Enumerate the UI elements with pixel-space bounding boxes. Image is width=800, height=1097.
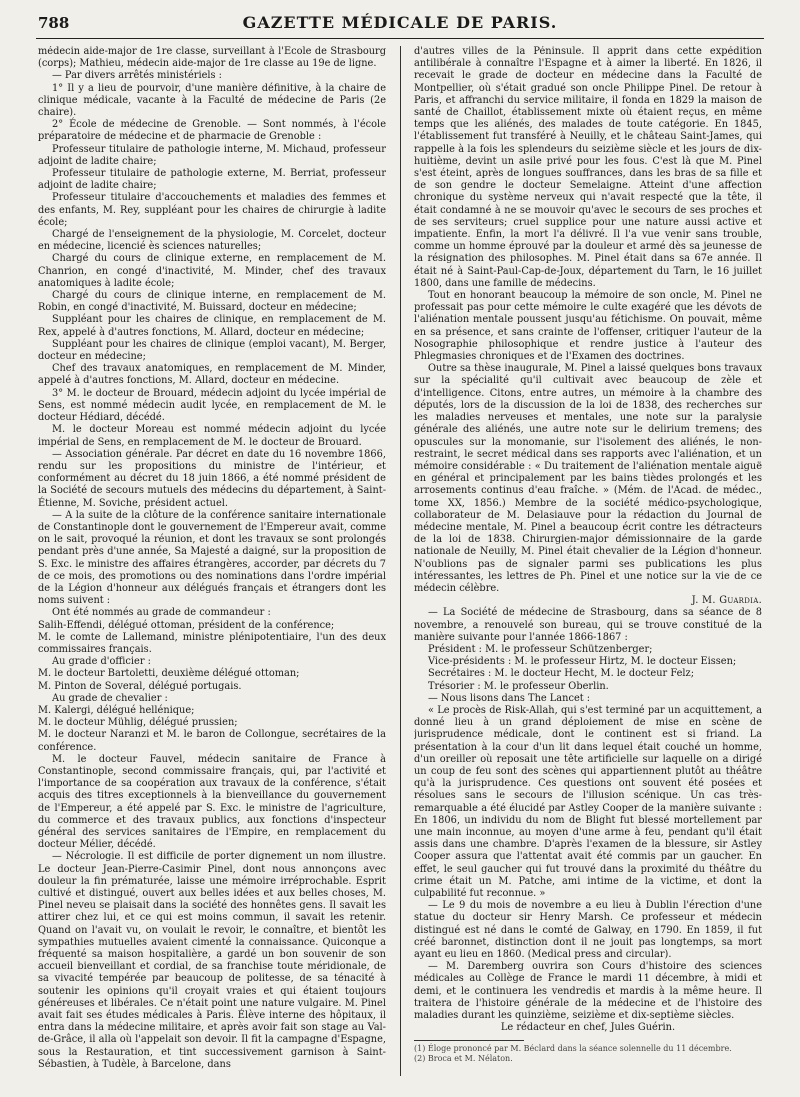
paragraph: Tout en honorant beaucoup la mémoire de son oncle, M. Pinel ne professait pas pour cette mémoire le culte exagéré que les dévots de l'aliénation mentale poussent jusqu'au fétichisme. On pouvait, même en sa présence, et sans crainte de l'offenser, critiquer l'auteur de la Nosographie philosophique et rendre justice à l'auteur des Phlegmasies chroniques et de l'Examen des doctrines. xyxy=(414,290,762,363)
footnote-rule xyxy=(414,1040,524,1041)
paragraph: Chargé du cours de clinique interne, en remplacement de M. Robin, en congé d'inactivité, M. Buissard, docteur en médecine; xyxy=(38,290,386,314)
list-item: M. le comte de Lallemand, ministre plénipotentiaire, l'un des deux commissaires français. xyxy=(38,631,386,655)
paragraph: 2° École de médecine de Grenoble. — Sont nommés, à l'école préparatoire de médecine et de pharmacie de Grenoble : xyxy=(38,119,386,143)
paragraph: Suppléant pour les chaires de clinique, en remplacement de M. Rex, appelé à d'autres fonctions, M. Allard, docteur en médecine; xyxy=(38,314,386,338)
paragraph: Au grade de chevalier : xyxy=(52,692,168,704)
paragraph: d'autres villes de la Péninsule. Il apprit dans cette expédition antilibérale à connaître l'Espagne et à aimer la liberté. En 1826, il recevait le grade de docteur en médecine dans la Faculté de Montpellier, où s'était gradué son oncle Philippe Pinel. De retour à Paris, et affranchi du service militaire, il fonda en 1829 la maison de santé de Chaillot, établissement mixte où étaient reçus, en même temps que les aliénés, des malades de toute catégorie. En 1845, l'établissement fut transféré à Neuilly, et le château Saint-James, qui rappelle à la fois les splendeurs du seizième siècle et les jours de dix-huitième, devint un asile privé pour les fous. C'est là que M. Pinel s'est éteint, après de longues souffrances, dans les bras de sa fille et de son gendre le docteur Semelaigne. Atteint d'une affection chronique du système nerveux qui n'avait respecté que la tête, il était condamné à ne se mouvoir qu'avec le secours de ses proches et de ses serviteurs; cruel supplice pour une nature aussi active et impatiente. Enfin, la mort l'a délivré. Il l'a vue venir sans trouble, comme un homme éprouvé par la douleur et armé dès sa jeunesse de la résignation des philosophes. M. Pinel était dans sa 67e année. Il était né à Saint-Paul-Cap-de-Joux, département du Tarn, le 16 juillet 1800, dans une famille de médecins. xyxy=(414,46,762,289)
list-item: M. Pinton de Soveral, délégué portugais. xyxy=(38,680,242,692)
footnote: (1) Éloge prononcé par M. Béclard dans la séance solennelle du 11 décembre. xyxy=(414,1044,732,1054)
paragraph: Professeur titulaire de pathologie externe, M. Berriat, professeur adjoint de ladite chaire; xyxy=(38,168,386,192)
running-title: GAZETTE MÉDICALE DE PARIS. xyxy=(242,13,558,32)
paragraph: 3° M. le docteur de Brouard, médecin adjoint du lycée impérial de Sens, est nommé médecin audit lycée, en remplacement de M. le docteur Hédiard, décédé. xyxy=(38,387,386,424)
paragraph: — Nous lisons dans The Lancet : xyxy=(428,692,591,704)
list-item: Salih-Effendi, délégué ottoman, président de la conférence; xyxy=(38,619,335,631)
paragraph: M. le docteur Fauvel, médecin sanitaire de France à Constantinople, second commissaire français, qui, par l'activité et l'importance de sa coopération aux travaux de la conférence, s'était acquis des titres exceptionnels à la bienveillance du gouvernement de l'Empereur, a été appelé par S. Exc. le ministre de l'agriculture, du commerce et des travaux publics, aux fonctions d'inspecteur général des services sanitaires de l'Empire, en remplacement du docteur Mélier, décédé. xyxy=(38,753,386,851)
list-item: Secrétaires : M. le docteur Hecht, M. le docteur Felz; xyxy=(428,668,694,680)
list-item: M. Kalergi, délégué hellénique; xyxy=(38,704,195,716)
paragraph: — Le 9 du mois de novembre a eu lieu à Dublin l'érection d'une statue du docteur sir Henry Marsh. Ce professeur et médecin distingué est né dans le comté de Galway, en 1790. En 1859, il fut créé baronnet, distinction dont il ne jouit pas longtemps, sa mort ayant eu lieu en 1860. (Medical press and circular). xyxy=(414,900,762,961)
paragraph: Chargé de l'enseignement de la physiologie, M. Corcelet, docteur en médecine, licencié ès sciences naturelles; xyxy=(38,229,386,253)
signature: J. M. Guardia. xyxy=(691,595,762,607)
paragraph: — M. Daremberg ouvrira son Cours d'histoire des sciences médicales au Collège de France le mardi 11 décembre, à midi et demi, et le continuera les vendredis et mardis à la même heure. Il traitera de l'histoire générale de la médecine et de l'histoire des maladies durant les quinzième, seizième et dix-septième siècles. xyxy=(414,961,762,1022)
paragraph: Outre sa thèse inaugurale, M. Pinel a laissé quelques bons travaux sur la spécialité qu'il cultivait avec beaucoup de zèle et d'intelligence. Citons, entre autres, un mémoire à la chambre des députés, lors de la discussion de la loi de 1838, des recherches sur les maladies nerveuses et mentales, une note sur la paralysie générale des aliénés, une autre note sur le delirium tremens; des opuscules sur la monomanie, sur l'isolement des aliénés, le non-restraint, le secret médical dans ses rapports avec l'aliénation, et un mémoire considérable : « Du traitement de l'aliénation mentale aiguë en général et principalement par les bains tièdes prolongés et les arrosements continus d'eau fraîche. » (Mém. de l'Acad. de médec., tome XX, 1856.) Membre de la société médico-psychologique, collaborateur de M. Delasiauve pour la rédaction du Journal de médecine mentale, M. Pinel a beaucoup écrit contre les détracteurs de la loi de 1838. Chirurgien-major démissionnaire de la garde nationale de Neuilly, M. Pinel était chevalier de la Légion d'honneur. N'oublions pas de signaler parmi ses publications les plus intéressantes, les lettres de Ph. Pinel et une notice sur la vie de ce médecin célèbre. xyxy=(414,363,762,594)
list-item: Trésorier : M. le professeur Oberlin. xyxy=(428,680,609,692)
editor-signature: Le rédacteur en chef, Jules Guérin. xyxy=(500,1022,676,1034)
page-header xyxy=(36,8,764,39)
paragraph: médecin aide-major de 1re classe, surveillant à l'École de Strasbourg (corps); Mathieu, médecin aide-major de 1re classe au 19e de ligne. xyxy=(38,46,386,70)
footnote: (2) Broca et M. Nélaton. xyxy=(414,1054,513,1064)
paragraph: Professeur titulaire de pathologie interne, M. Michaud, professeur adjoint de ladite chaire; xyxy=(38,143,386,167)
paragraph: — Par divers arrêtés ministériels : xyxy=(52,70,222,82)
paragraph: Chargé du cours de clinique externe, en remplacement de M. Chanrion, en congé d'inactivité, M. Minder, chef des travaux anatomiques à ladite école; xyxy=(38,253,386,289)
list-item: Vice-présidents : M. le professeur Hirtz, M. le docteur Eissen; xyxy=(428,656,737,668)
paragraph: — La Société de médecine de Strasbourg, dans sa séance de 8 novembre, a renouvelé son bureau, qui se trouve constitué de la manière suivante pour l'année 1866-1867 : xyxy=(414,607,762,643)
paragraph: « Le procès de Risk-Allah, qui s'est terminé par un acquittement, a donné lieu à un grand déploiement de mise en scène de jurisprudence médicale, dont le continent est si friand. La présentation à la cour d'un lit dans lequel était couché un homme, d'un oreiller où reposait une tête artificielle sur laquelle on a dirigé un coup de feu sont des scènes qui appartiennent plutôt au théâtre qu'à la jurisprudence. Ces questions ont souvent été posées et résolues sans le secours de l'illusion scénique. Un cas très-remarquable a été élucidé par Astley Cooper de la manière suivante : En 1806, un individu du nom de Blight fut blessé mortellement par une main inconnue, au moyen d'une arme à feu, pendant qu'il était assis dans une chambre. D'après l'examen de la blessure, sir Astley Cooper assura que l'attentat avait été commis par un gaucher. En effet, le seul gaucher qui fut trouvé dans la proximité du théâtre du crime était un M. Patche, ami intime de la victime, et dont la culpabilité fut reconnue. » xyxy=(414,704,762,900)
list-item: Président : M. le professeur Schützenberger; xyxy=(428,643,653,655)
paragraph: — A la suite de la clôture de la conférence sanitaire internationale de Constantinople dont le gouvernement de l'Empereur avait, comme on le sait, provoqué la réunion, et dont les travaux se sont prolongés pendant près d'une année, Sa Majesté a daigné, sur la proposition de S. Exc. le ministre des affaires étrangères, accorder, par décrets du 7 de ce mois, des promotions ou des nominations dans l'ordre impérial de la Légion d'honneur aux délégués français et étrangers dont les noms suivent : xyxy=(38,509,386,607)
paragraph: — Association générale. Par décret en date du 16 novembre 1866, rendu sur les propositions du ministre de l'intérieur, et conformément au décret du 18 juin 1866, a été nommé président de la Société de secours mutuels des médecins du département, à Saint-Étienne, M. Soviche, président actuel. xyxy=(38,448,386,509)
paragraph: Ont été nommés au grade de commandeur : xyxy=(52,607,271,619)
paragraph: 1° Il y a lieu de pourvoir, d'une manière définitive, à la chaire de clinique médicale, vacante à la Faculté de médecine de Paris (2e chaire). xyxy=(38,82,386,119)
paragraph: M. le docteur Moreau est nommé médecin adjoint du lycée impérial de Sens, en remplacement de M. le docteur de Brouard. xyxy=(38,424,386,448)
column-divider xyxy=(400,46,401,1076)
left-column xyxy=(38,46,386,1086)
list-item: M. le docteur Naranzi et M. le baron de Collongue, secrétaires de la conférence. xyxy=(38,729,386,753)
paragraph: Au grade d'officier : xyxy=(52,656,151,668)
paragraph: Professeur titulaire d'accouchements et maladies des femmes et des enfants, M. Rey, suppléant pour les chaires de chirurgie à ladite école; xyxy=(38,192,386,228)
paragraph: Chef des travaux anatomiques, en remplacement de M. Minder, appelé à d'autres fonctions, M. Allard, docteur en médecine. xyxy=(38,363,386,387)
paragraph: — Nécrologie. Il est difficile de porter dignement un nom illustre. Le docteur Jean-Pierre-Casimir Pinel, dont nous annonçons avec douleur la fin prématurée, laisse une mémoire irréprochable. Esprit cultivé et distingué, ouvert aux belles idées et aux belles choses, M. Pinel neveu se plaisait dans la société des honnêtes gens. Il savait les attirer chez lui, et ce qui est moins commun, il savait les retenir. Quand on l'avait vu, on voulait le revoir, le connaître, et bientôt les sympathies mutuelles avaient cimenté la connaissance. Quiconque a fréquenté sa maison hospitalière, a gardé un bon souvenir de son accueil bienveillant et cordial, de sa franchise toute méridionale, de sa vivacité tempérée par beaucoup de politesse, de sa ténacité à soutenir les opinions qu'il croyait vraies et qui étaient toujours généreuses et libérales. Ce n'était point une nature vulgaire. M. Pinel avait fait ses études médicales à Paris. Élève interne des hôpitaux, il entra dans la médecine militaire, et après avoir fait son stage au Val-de-Grâce, il alla où l'appelait son devoir. Il fit la campagne d'Espagne, sous la Restauration, et tint successivement garnison à Saint-Sébastien, à Tudèle, à Barcelone, dans xyxy=(38,851,386,1070)
page-number: 788 xyxy=(38,14,70,32)
list-item: M. le docteur Mühlig, délégué prussien; xyxy=(38,717,238,729)
paragraph: Suppléant pour les chaires de clinique (emploi vacant), M. Berger, docteur en médecine; xyxy=(38,338,386,363)
list-item: M. le docteur Bartoletti, deuxième délégué ottoman; xyxy=(38,668,300,680)
right-column xyxy=(414,46,762,1086)
